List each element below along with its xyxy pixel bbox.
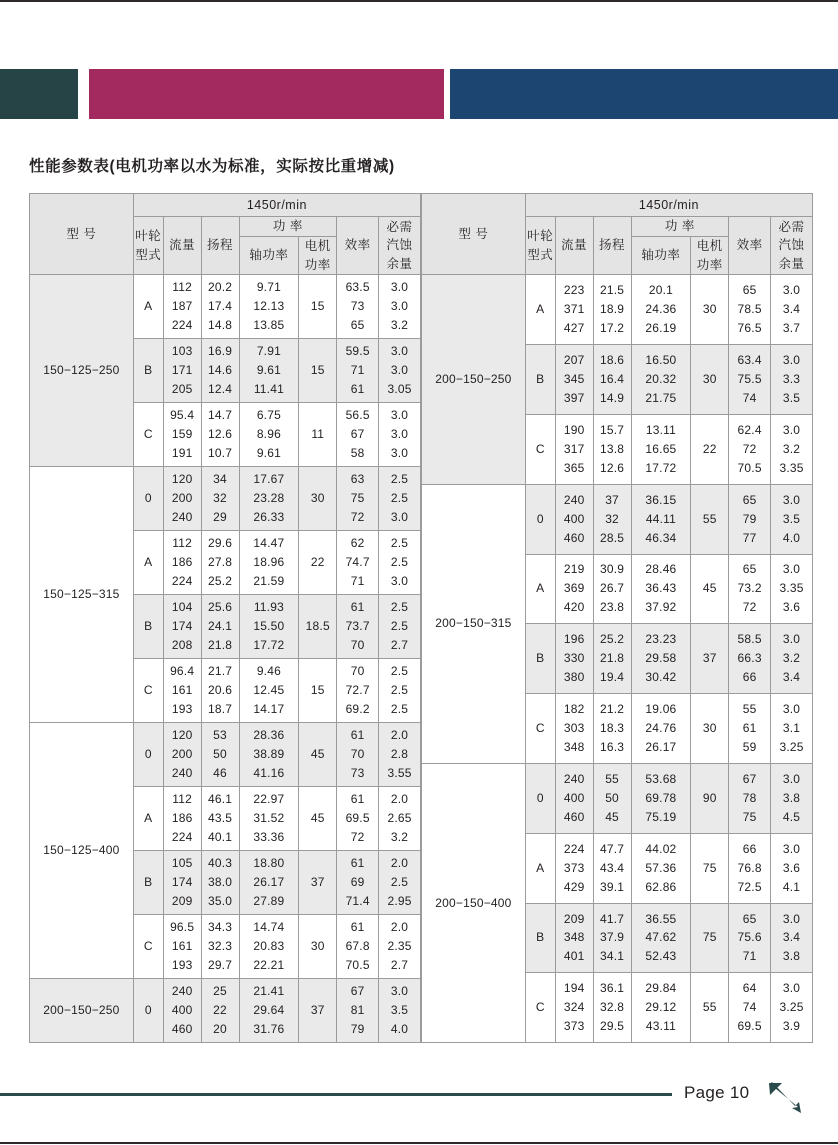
header-motor-power: 电机 功率	[691, 236, 729, 275]
cell-head: 47.7 43.4 39.1	[593, 833, 631, 903]
cell-model: 150−125−315	[30, 467, 134, 723]
cell-motor-power: 15	[299, 275, 337, 339]
cell-motor-power: 75	[691, 903, 729, 973]
cell-shaft-power: 44.02 57.36 62.86	[631, 833, 691, 903]
cell-efficiency: 63.5 73 65	[337, 275, 379, 339]
header-speed: 1450r/min	[525, 194, 812, 217]
cell-flow: 112 186 224	[163, 531, 201, 595]
cell-impeller: A	[525, 554, 555, 624]
cell-head: 53 50 46	[201, 723, 239, 787]
table-row	[30, 467, 421, 531]
cell-shaft-power: 14.74 20.83 22.21	[239, 915, 299, 979]
cell-head: 40.3 38.0 35.0	[201, 851, 239, 915]
table-row	[30, 275, 421, 339]
cell-impeller: B	[133, 851, 163, 915]
cell-flow: 240 400 460	[555, 763, 593, 833]
cell-efficiency: 65 73.2 72	[729, 554, 771, 624]
cell-efficiency: 66 76.8 72.5	[729, 833, 771, 903]
cell-head: 21.2 18.3 16.3	[593, 694, 631, 764]
cell-npsh: 3.0 3.5 4.0	[379, 979, 421, 1043]
cell-head: 55 50 45	[593, 763, 631, 833]
cell-impeller: A	[133, 531, 163, 595]
cell-flow: 112 187 224	[163, 275, 201, 339]
cell-motor-power: 75	[691, 833, 729, 903]
header-shaft-power: 轴功率	[239, 236, 299, 275]
cell-npsh: 3.0 3.2 3.35	[771, 414, 813, 484]
cell-impeller: B	[133, 339, 163, 403]
cell-flow: 209 348 401	[555, 903, 593, 973]
cell-flow: 240 400 460	[555, 484, 593, 554]
cell-efficiency: 65 79 77	[729, 484, 771, 554]
cell-npsh: 2.5 2.5 3.0	[379, 467, 421, 531]
cell-model: 200−150−250	[422, 275, 526, 484]
table-row	[422, 484, 813, 554]
cell-flow: 105 174 209	[163, 851, 201, 915]
cell-motor-power: 45	[691, 554, 729, 624]
cell-npsh: 2.0 2.8 3.55	[379, 723, 421, 787]
cell-efficiency: 65 78.5 76.5	[729, 275, 771, 345]
cell-npsh: 2.0 2.5 2.95	[379, 851, 421, 915]
cell-model: 150−125−250	[30, 275, 134, 467]
cell-flow: 120 200 240	[163, 467, 201, 531]
cell-npsh: 3.0 3.4 3.8	[771, 903, 813, 973]
navy-bar	[450, 69, 838, 119]
header-flow: 流量	[555, 217, 593, 275]
cell-flow: 96.5 161 193	[163, 915, 201, 979]
cell-efficiency: 64 74 69.5	[729, 973, 771, 1043]
table-row	[30, 723, 421, 787]
cell-shaft-power: 11.93 15.50 17.72	[239, 595, 299, 659]
cell-impeller: B	[133, 595, 163, 659]
cell-head: 41.7 37.9 34.1	[593, 903, 631, 973]
cell-head: 21.5 18.9 17.2	[593, 275, 631, 345]
cell-impeller: C	[525, 973, 555, 1043]
cell-motor-power: 11	[299, 403, 337, 467]
cell-flow: 219 369 420	[555, 554, 593, 624]
cell-npsh: 3.0 3.6 4.1	[771, 833, 813, 903]
cell-efficiency: 63 75 72	[337, 467, 379, 531]
cell-impeller: A	[133, 787, 163, 851]
cell-model: 200−150−315	[422, 484, 526, 763]
cell-efficiency: 56.5 67 58	[337, 403, 379, 467]
cell-motor-power: 30	[691, 694, 729, 764]
teal-bar	[0, 69, 78, 119]
cell-motor-power: 15	[299, 339, 337, 403]
cell-flow: 112 186 224	[163, 787, 201, 851]
cell-npsh: 3.0 3.2 3.4	[771, 624, 813, 694]
cell-motor-power: 30	[299, 915, 337, 979]
cell-head: 46.1 43.5 40.1	[201, 787, 239, 851]
header-head: 扬程	[593, 217, 631, 275]
magenta-bar	[89, 69, 444, 119]
header-efficiency: 效率	[337, 217, 379, 275]
cell-shaft-power: 13.11 16.65 17.72	[631, 414, 691, 484]
cell-efficiency: 61 69 71.4	[337, 851, 379, 915]
cell-flow: 103 171 205	[163, 339, 201, 403]
cell-npsh: 3.0 3.0 3.2	[379, 275, 421, 339]
cell-impeller: 0	[525, 484, 555, 554]
cell-efficiency: 62 74.7 71	[337, 531, 379, 595]
cell-flow: 194 324 373	[555, 973, 593, 1043]
header-model: 型 号	[30, 194, 134, 275]
cell-head: 34.3 32.3 29.7	[201, 915, 239, 979]
cell-head: 15.7 13.8 12.6	[593, 414, 631, 484]
cell-head: 25 22 20	[201, 979, 239, 1043]
cell-impeller: C	[133, 659, 163, 723]
tables-container	[29, 193, 813, 1043]
cell-model: 200−150−400	[422, 763, 526, 1042]
cell-impeller: B	[525, 345, 555, 415]
cell-motor-power: 37	[299, 851, 337, 915]
cell-flow: 95.4 159 191	[163, 403, 201, 467]
cell-motor-power: 30	[691, 275, 729, 345]
header-power-group: 功 率	[631, 217, 729, 237]
cell-npsh: 3.0 3.5 4.0	[771, 484, 813, 554]
cell-flow: 104 174 208	[163, 595, 201, 659]
cell-head: 16.9 14.6 12.4	[201, 339, 239, 403]
cell-impeller: A	[525, 275, 555, 345]
cell-npsh: 2.0 2.65 3.2	[379, 787, 421, 851]
cell-shaft-power: 28.46 36.43 37.92	[631, 554, 691, 624]
cell-efficiency: 70 72.7 69.2	[337, 659, 379, 723]
cell-motor-power: 18.5	[299, 595, 337, 659]
cell-motor-power: 30	[299, 467, 337, 531]
cell-npsh: 3.0 3.0 3.05	[379, 339, 421, 403]
cell-efficiency: 58.5 66.3 66	[729, 624, 771, 694]
cell-shaft-power: 20.1 24.36 26.19	[631, 275, 691, 345]
cell-impeller: B	[525, 624, 555, 694]
cell-npsh: 3.0 3.4 3.7	[771, 275, 813, 345]
cell-head: 14.7 12.6 10.7	[201, 403, 239, 467]
cell-head: 18.6 16.4 14.9	[593, 345, 631, 415]
top-rule	[0, 0, 838, 2]
page-title: 性能参数表(电机功率以水为标准，实际按比重增减)	[29, 158, 395, 175]
cell-impeller: 0	[133, 723, 163, 787]
cell-impeller: C	[133, 403, 163, 467]
cell-npsh: 3.0 3.8 4.5	[771, 763, 813, 833]
cell-motor-power: 37	[691, 624, 729, 694]
cell-head: 36.1 32.8 29.5	[593, 973, 631, 1043]
cell-flow: 224 373 429	[555, 833, 593, 903]
cell-motor-power: 22	[299, 531, 337, 595]
cell-motor-power: 90	[691, 763, 729, 833]
cell-flow: 96.4 161 193	[163, 659, 201, 723]
cell-motor-power: 37	[299, 979, 337, 1043]
cell-shaft-power: 9.46 12.45 14.17	[239, 659, 299, 723]
cell-impeller: B	[525, 903, 555, 973]
table-row	[30, 979, 421, 1043]
cell-shaft-power: 7.91 9.61 11.41	[239, 339, 299, 403]
cell-efficiency: 55 61 59	[729, 694, 771, 764]
cell-impeller: 0	[133, 979, 163, 1043]
cell-npsh: 3.0 3.35 3.6	[771, 554, 813, 624]
cell-npsh: 3.0 3.1 3.25	[771, 694, 813, 764]
cell-head: 25.6 24.1 21.8	[201, 595, 239, 659]
cell-motor-power: 45	[299, 723, 337, 787]
cell-flow: 182 303 348	[555, 694, 593, 764]
cell-efficiency: 61 73.7 70	[337, 595, 379, 659]
cell-motor-power: 15	[299, 659, 337, 723]
cell-npsh: 3.0 3.25 3.9	[771, 973, 813, 1043]
header-impeller: 叶轮 型式	[133, 217, 163, 275]
cell-flow: 240 400 460	[163, 979, 201, 1043]
header-flow: 流量	[163, 217, 201, 275]
cell-head: 30.9 26.7 23.8	[593, 554, 631, 624]
cell-efficiency: 63.4 75.5 74	[729, 345, 771, 415]
header-head: 扬程	[201, 217, 239, 275]
table-row	[422, 275, 813, 345]
cell-shaft-power: 36.15 44.11 46.34	[631, 484, 691, 554]
cell-shaft-power: 29.84 29.12 43.11	[631, 973, 691, 1043]
cell-npsh: 2.0 2.35 2.7	[379, 915, 421, 979]
header-model: 型 号	[422, 194, 526, 275]
performance-table-left	[29, 193, 421, 1043]
cell-motor-power: 55	[691, 973, 729, 1043]
header-npsh: 必需 汽蚀 余量	[771, 217, 813, 275]
header-power-group: 功 率	[239, 217, 337, 237]
cell-shaft-power: 53.68 69.78 75.19	[631, 763, 691, 833]
header-shaft-power: 轴功率	[631, 236, 691, 275]
cell-head: 29.6 27.8 25.2	[201, 531, 239, 595]
cell-shaft-power: 14.47 18.96 21.59	[239, 531, 299, 595]
cell-flow: 190 317 365	[555, 414, 593, 484]
cell-efficiency: 61 67.8 70.5	[337, 915, 379, 979]
arrow-up-left-icon	[768, 1081, 820, 1118]
cell-head: 20.2 17.4 14.8	[201, 275, 239, 339]
cell-shaft-power: 23.23 29.58 30.42	[631, 624, 691, 694]
cell-npsh: 3.0 3.0 3.0	[379, 403, 421, 467]
cell-flow: 223 371 427	[555, 275, 593, 345]
decorative-color-bars	[0, 69, 838, 119]
cell-impeller: C	[133, 915, 163, 979]
cell-shaft-power: 22.97 31.52 33.36	[239, 787, 299, 851]
cell-impeller: 0	[133, 467, 163, 531]
bottom-rule	[0, 1142, 838, 1144]
cell-shaft-power: 16.50 20.32 21.75	[631, 345, 691, 415]
header-efficiency: 效率	[729, 217, 771, 275]
cell-model: 200−150−250	[30, 979, 134, 1043]
cell-impeller: C	[525, 694, 555, 764]
table-row	[422, 763, 813, 833]
cell-efficiency: 62.4 72 70.5	[729, 414, 771, 484]
cell-shaft-power: 19.06 24.76 26.17	[631, 694, 691, 764]
cell-head: 21.7 20.6 18.7	[201, 659, 239, 723]
page-footer	[0, 1083, 838, 1113]
cell-shaft-power: 18.80 26.17 27.89	[239, 851, 299, 915]
cell-impeller: A	[133, 275, 163, 339]
cell-impeller: A	[525, 833, 555, 903]
page-number: Page 10	[684, 1083, 750, 1102]
cell-efficiency: 61 70 73	[337, 723, 379, 787]
cell-model: 150−125−400	[30, 723, 134, 979]
cell-efficiency: 67 78 75	[729, 763, 771, 833]
cell-npsh: 2.5 2.5 2.5	[379, 659, 421, 723]
cell-npsh: 2.5 2.5 3.0	[379, 531, 421, 595]
cell-npsh: 3.0 3.3 3.5	[771, 345, 813, 415]
footer-rule	[0, 1093, 672, 1096]
cell-impeller: C	[525, 414, 555, 484]
header-impeller: 叶轮 型式	[525, 217, 555, 275]
cell-shaft-power: 6.75 8.96 9.61	[239, 403, 299, 467]
header-speed: 1450r/min	[133, 194, 420, 217]
cell-flow: 120 200 240	[163, 723, 201, 787]
cell-efficiency: 61 69.5 72	[337, 787, 379, 851]
performance-table-right	[421, 193, 813, 1043]
cell-efficiency: 59.5 71 61	[337, 339, 379, 403]
cell-head: 34 32 29	[201, 467, 239, 531]
cell-motor-power: 22	[691, 414, 729, 484]
cell-shaft-power: 9.71 12.13 13.85	[239, 275, 299, 339]
cell-efficiency: 67 81 79	[337, 979, 379, 1043]
cell-impeller: 0	[525, 763, 555, 833]
header-npsh: 必需 汽蚀 余量	[379, 217, 421, 275]
cell-motor-power: 30	[691, 345, 729, 415]
cell-shaft-power: 36.55 47.62 52.43	[631, 903, 691, 973]
cell-head: 37 32 28.5	[593, 484, 631, 554]
cell-head: 25.2 21.8 19.4	[593, 624, 631, 694]
cell-shaft-power: 21.41 29.64 31.76	[239, 979, 299, 1043]
cell-motor-power: 55	[691, 484, 729, 554]
header-motor-power: 电机 功率	[299, 236, 337, 275]
cell-motor-power: 45	[299, 787, 337, 851]
cell-shaft-power: 17.67 23.28 26.33	[239, 467, 299, 531]
cell-shaft-power: 28.36 38.89 41.16	[239, 723, 299, 787]
cell-efficiency: 65 75.6 71	[729, 903, 771, 973]
cell-flow: 196 330 380	[555, 624, 593, 694]
cell-flow: 207 345 397	[555, 345, 593, 415]
cell-npsh: 2.5 2.5 2.7	[379, 595, 421, 659]
